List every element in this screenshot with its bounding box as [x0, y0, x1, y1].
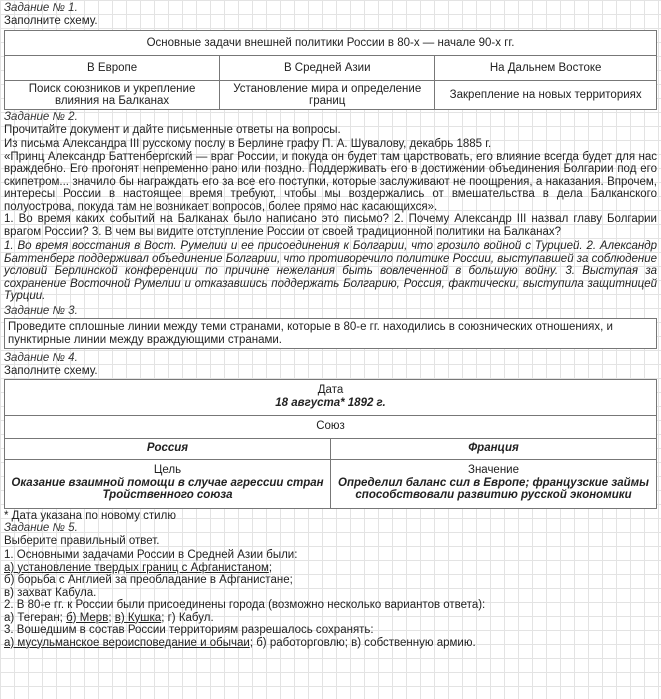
task1-cell-europe: Поиск союзников и укрепление влияния на Балканах [5, 81, 220, 110]
task5-q2-option-d: ; г) Кабул. [161, 611, 214, 624]
task4-country-france: Франция [331, 438, 657, 460]
task5-q1-option-a-tail: ; [268, 561, 273, 574]
task4-date-label: Дата [317, 384, 344, 396]
task2-questions: 1. Во время каких событий на Балканах было написано это письмо? 2. Почему Александр III назвал главу Болгарии врагом России? 3. В чем вы видите отступление России от своей традиционной политики на Балканах? [4, 213, 657, 238]
task5-q3-options [4, 637, 657, 650]
task5-question-2: 2. В 80-е гг. к России были присоединены города (возможно несколько вариантов ответа): [4, 599, 486, 611]
task5-q2-separator: ; [108, 611, 115, 624]
task1-column-central-asia: В Средней Азии [220, 56, 435, 81]
task5-q3-option-a: а) мусульманское вероисповедание и обычаи [4, 636, 250, 649]
task4-date-cell [5, 380, 657, 416]
task1-column-europe: В Европе [5, 56, 220, 81]
task2-source: Из письма Александра III русскому послу в Берлине графу П. А. Шувалову, декабрь 1885 г. [4, 138, 492, 150]
task5-q2-options [4, 612, 657, 625]
task1-scheme-header: Основные задачи внешней политики России в 80-х — начале 90-х гг. [5, 31, 657, 56]
task4-scheme [4, 379, 657, 509]
task4-footnote: * Дата указана по новому стилю [4, 509, 176, 522]
task5-q1-option-b: б) борьба с Англией за преобладание в Афганистане; [4, 574, 293, 586]
task5-q2-option-c: в) Кушка [114, 611, 162, 624]
task4-date-value: 18 августа* 1892 г. [275, 396, 386, 409]
task5-q2-option-a: а) Тегеран; [4, 611, 67, 624]
task5-q1-option-a: а) установление твердых границ с Афганистаном [4, 561, 269, 574]
task4-country-russia: Россия [5, 438, 331, 460]
task2-quote: «Принц Александр Баттенбергский — враг России, и покуда он будет там царствовать, его влияние всегда будет для нас враждебно. Его прогонят непременно рано или поздно. Поддерживать его в достижении объединения Болгарии под его скипетром... значило бы награждать его за все его поступки, которые заслуживают не поощрения, а наказания. Впрочем, интересы России в настоящее время требуют, чтобы мы воздержались от вмешательства в дела Балканского полуострова, покуда там не возникает вопросов, более прямо нас касающихся». [4, 150, 657, 213]
task2-answer: 1. Во время восстания в Вост. Румелии и ее присоединения к Болгарии, что грозило войной с Турцией. 2. Александр Баттенберг поддерживал объединение Болгарии, что противоречило политике России, выступавшей за соблюдение условий Берлинской конференции по причине нежелания быть вовлеченной в большую войну. 3. Выступая за сохранение Восточной Румелии и отказавшись поддержать Болгарию, Россия, фактически, выступила защитницей Турции. [4, 240, 657, 302]
task4-meaning-cell [331, 460, 657, 509]
task1-cell-far-east: Закрепление на новых территориях [435, 81, 657, 110]
task5-q3-rest: ; б) работорговлю; в) собственную армию. [249, 636, 476, 649]
task1-scheme [4, 30, 657, 110]
task1-instruction: Заполните схему. [4, 14, 98, 27]
task2-instruction: Прочитайте документ и дайте письменные ответы на вопросы. [4, 123, 341, 136]
task1-cell-central-asia: Установление мира и определение границ [220, 81, 435, 110]
task3-text: Проведите сплошные линии между теми странами, которые в 80-е гг. находились в союзнических отношениях, и пунктирные линии между враждующими странами. [8, 321, 613, 346]
task4-goal-label: Цель [153, 464, 182, 476]
task4-instruction: Заполните схему. [4, 364, 98, 377]
task4-meaning-label: Значение [468, 464, 519, 476]
task5-question-1: 1. Основными задачами России в Средней Азии были: [4, 549, 298, 561]
task4-title: Задание № 4. [4, 352, 78, 364]
task3-box [4, 318, 657, 349]
task5-q2-option-b: б) Мерв [66, 611, 109, 624]
task5-title: Задание № 5. [4, 522, 78, 534]
task5-instruction: Выберите правильный ответ. [4, 534, 160, 547]
task4-union-label: Союз [5, 416, 657, 439]
task1-title: Задание № 1. [4, 2, 78, 14]
task5-q1-option-c: в) захват Кабула. [4, 586, 97, 599]
task1-column-far-east: На Дальнем Востоке [435, 56, 657, 81]
task4-meaning-value: Определил баланс сил в Европе; французские займы способствовали развитию русской экономики [338, 476, 649, 501]
task4-goal-cell [5, 460, 331, 509]
task5-question-3: 3. Вошедшим в состав России территориям разрешалось сохранять: [4, 624, 374, 636]
task3-title: Задание № 3. [4, 304, 78, 317]
task5-q1-option-a-line [4, 562, 657, 575]
task4-goal-value: Оказание взаимной помощи в случае агрессии стран Тройственного союза [11, 476, 324, 501]
task2-title: Задание № 2. [4, 111, 78, 123]
